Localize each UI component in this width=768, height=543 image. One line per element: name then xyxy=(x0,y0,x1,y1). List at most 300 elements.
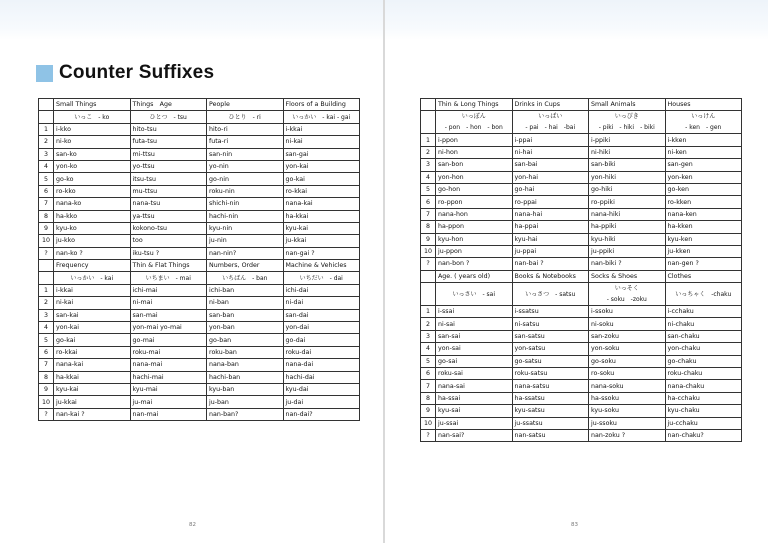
row-number: 8 xyxy=(421,392,436,404)
counter-reading-cell: nana-sai xyxy=(436,380,513,392)
counter-reading-cell: ha-kkai xyxy=(283,210,360,222)
counter-reading-cell: kyu-soku xyxy=(589,405,666,417)
counter-reading-cell: ju-kkai xyxy=(54,396,131,408)
counter-reading-cell: ni-ko xyxy=(54,136,131,148)
table-row xyxy=(421,221,742,233)
row-number: 6 xyxy=(421,196,436,208)
counter-reading-cell: kokono-tsu xyxy=(130,222,207,234)
column-header-label: Floors of a Building xyxy=(285,101,346,108)
counter-reading-cell: roku-nin xyxy=(207,185,284,197)
table-row xyxy=(39,185,360,197)
counter-reading-cell: i-cchaku xyxy=(665,306,742,318)
table-row xyxy=(421,233,742,245)
pronunciation-cell: いちばん - ban xyxy=(207,272,284,284)
counter-reading-cell: san-ban xyxy=(207,309,284,321)
counter-reading-cell: nan-biki ? xyxy=(589,258,666,270)
corner-cell xyxy=(39,111,54,123)
counter-reading-cell: kyu-dai xyxy=(283,383,360,395)
row-number: 7 xyxy=(421,208,436,220)
column-header-label: Clothes xyxy=(667,272,692,280)
column-header-cell xyxy=(207,260,284,272)
title-block xyxy=(36,62,214,84)
left-page xyxy=(38,98,360,421)
counter-reading-cell: kyu-ban xyxy=(207,383,284,395)
pronunciation-cell: ひとり - ri xyxy=(207,111,284,123)
counter-reading-cell: ju-ppon xyxy=(436,245,513,257)
counter-reading-cell: hachi-ban xyxy=(207,371,284,383)
row-number: 1 xyxy=(39,123,54,135)
counter-reading-cell: kyu-kai xyxy=(283,222,360,234)
counter-reading-cell: go-hiki xyxy=(589,183,666,195)
table-row xyxy=(421,134,742,146)
pronunciation-cell: いっそく - soku -zoku xyxy=(589,283,666,306)
pronunciation-cell: ひとつ - tsu xyxy=(130,111,207,123)
counter-reading-cell: yon-hon xyxy=(436,171,513,183)
counter-reading-cell: go-hai xyxy=(512,183,589,195)
row-number: 4 xyxy=(39,322,54,334)
row-number: 9 xyxy=(39,383,54,395)
counter-reading-cell: yon-hai xyxy=(512,171,589,183)
counter-reading-cell: san-biki xyxy=(589,159,666,171)
row-number: 7 xyxy=(39,198,54,210)
column-header-label: People xyxy=(209,101,230,108)
counter-reading-cell: yon-satsu xyxy=(512,343,589,355)
counter-reading-cell: kyu-ko xyxy=(54,222,131,234)
table-row xyxy=(39,334,360,346)
counter-reading-cell: hachi-mai xyxy=(130,371,207,383)
counter-reading-cell: hachi-dai xyxy=(283,371,360,383)
pronunciation-cell: いっぽん - pon - hon - bon xyxy=(436,111,513,134)
counter-reading-cell: go-dai xyxy=(283,334,360,346)
pronunciation-cell: いっかい - kai - gai xyxy=(283,111,360,123)
counter-reading-cell: nana-hai xyxy=(512,208,589,220)
counter-reading-cell: nana-dai xyxy=(283,359,360,371)
counter-reading-cell: go-ko xyxy=(54,173,131,185)
row-number: 1 xyxy=(421,306,436,318)
counter-reading-cell: nan-ko ? xyxy=(54,247,131,259)
pronunciation-cell: いっぱい - pai - hai -bai xyxy=(512,111,589,134)
counter-reading-cell: ju-ssai xyxy=(436,417,513,429)
row-number: 2 xyxy=(39,136,54,148)
counter-reading-cell: yon-sai xyxy=(436,343,513,355)
column-header-cell xyxy=(283,99,360,111)
right-bottom-header-row xyxy=(421,270,742,282)
corner-cell xyxy=(421,99,436,111)
counter-reading-cell: i-ppiki xyxy=(589,134,666,146)
counter-reading-cell: kyu-satsu xyxy=(512,405,589,417)
counter-reading-cell: i-ppon xyxy=(436,134,513,146)
counter-reading-cell: i-ppai xyxy=(512,134,589,146)
counter-reading-cell: san-kai xyxy=(54,309,131,321)
counter-reading-cell: san-gai xyxy=(283,148,360,160)
table-row xyxy=(39,148,360,160)
column-header-cell xyxy=(512,99,589,111)
counter-reading-cell: ju-mai xyxy=(130,396,207,408)
counter-reading-cell: yon-kai xyxy=(283,160,360,172)
counter-reading-cell: nan-chaku? xyxy=(665,429,742,441)
table-row xyxy=(39,136,360,148)
row-number: 5 xyxy=(421,355,436,367)
table-row xyxy=(421,392,742,404)
table-row xyxy=(421,171,742,183)
row-number: ? xyxy=(39,408,54,420)
table-row xyxy=(39,371,360,383)
counter-reading-cell: ju-kkai xyxy=(283,235,360,247)
counter-reading-cell: ju-ssoku xyxy=(589,417,666,429)
counter-reading-cell: roku-satsu xyxy=(512,368,589,380)
page-number-left: 82 xyxy=(189,522,196,528)
counter-reading-cell: san-sai xyxy=(436,330,513,342)
counter-reading-cell: i-kkai xyxy=(54,284,131,296)
table-row xyxy=(39,322,360,334)
counter-reading-cell: ro-ppon xyxy=(436,196,513,208)
corner-cell xyxy=(421,270,436,282)
counter-reading-cell: too xyxy=(130,235,207,247)
table-row xyxy=(39,359,360,371)
counter-reading-cell: ro-ppai xyxy=(512,196,589,208)
column-header-label: Things Age xyxy=(132,101,172,108)
column-header-cell xyxy=(207,99,284,111)
row-number: 3 xyxy=(421,330,436,342)
row-number: 10 xyxy=(421,417,436,429)
row-number: 5 xyxy=(39,334,54,346)
table-row xyxy=(421,318,742,330)
counter-reading-cell: yon-ko xyxy=(54,160,131,172)
counter-reading-cell: roku-ban xyxy=(207,346,284,358)
left-top-pronunciation-row xyxy=(39,111,360,123)
counter-reading-cell: kyu-chaku xyxy=(665,405,742,417)
counter-reading-cell: i-kken xyxy=(665,134,742,146)
row-number: 4 xyxy=(39,160,54,172)
row-number: 6 xyxy=(421,368,436,380)
counter-reading-cell: kyu-kai xyxy=(54,383,131,395)
counter-reading-cell: ro-kko xyxy=(54,185,131,197)
column-header-label: Thin & Flat Things xyxy=(132,262,190,270)
counter-reading-cell: san-satsu xyxy=(512,330,589,342)
pronunciation-cell: いっけん - ken - gen xyxy=(665,111,742,134)
counter-reading-cell: hito-ri xyxy=(207,123,284,135)
counter-reading-cell: ju-cchaku xyxy=(665,417,742,429)
counter-reading-cell: go-sai xyxy=(436,355,513,367)
counter-reading-cell: futa-ri xyxy=(207,136,284,148)
row-number: 3 xyxy=(421,159,436,171)
row-number: 1 xyxy=(39,284,54,296)
row-number: 9 xyxy=(421,405,436,417)
row-number: 2 xyxy=(421,318,436,330)
pronunciation-cell: いっちゃく -chaku xyxy=(665,283,742,306)
row-number: 8 xyxy=(39,371,54,383)
counter-reading-cell: ju-ppai xyxy=(512,245,589,257)
counter-reading-cell: ha-ssai xyxy=(436,392,513,404)
counter-reading-cell: ha-kkai xyxy=(54,371,131,383)
counter-reading-cell: kyu-hon xyxy=(436,233,513,245)
table-row xyxy=(421,343,742,355)
column-header-cell xyxy=(130,99,207,111)
counter-reading-cell: nana-chaku xyxy=(665,380,742,392)
counter-reading-cell: go-satsu xyxy=(512,355,589,367)
counter-reading-cell: mi-ttsu xyxy=(130,148,207,160)
counter-reading-cell: nan-ban? xyxy=(207,408,284,420)
counter-reading-cell: ni-kai xyxy=(54,297,131,309)
column-header-label: Small Things xyxy=(56,101,97,108)
table-row xyxy=(39,210,360,222)
table-row xyxy=(39,222,360,234)
counter-reading-cell: roku-dai xyxy=(283,346,360,358)
table-row xyxy=(39,247,360,259)
counter-reading-cell: i-kko xyxy=(54,123,131,135)
row-number: 4 xyxy=(421,171,436,183)
column-header-label: Drinks in Cups xyxy=(514,101,561,108)
counter-reading-cell: nana-kai xyxy=(54,359,131,371)
table-row xyxy=(421,429,742,441)
column-header-label: Socks & Shoes xyxy=(591,272,638,280)
counter-reading-cell: ro-kkai xyxy=(54,346,131,358)
corner-cell xyxy=(421,283,436,306)
counter-reading-cell: yon-mai yo-mai xyxy=(130,322,207,334)
counter-reading-cell: ro-ppiki xyxy=(589,196,666,208)
counter-reading-cell: kyu-sai xyxy=(436,405,513,417)
counter-table-right xyxy=(420,98,742,442)
table-row xyxy=(421,330,742,342)
table-row xyxy=(421,306,742,318)
row-number: 2 xyxy=(421,146,436,158)
counter-reading-cell: ni-hon xyxy=(436,146,513,158)
counter-reading-cell: ha-ssoku xyxy=(589,392,666,404)
counter-reading-cell: san-chaku xyxy=(665,330,742,342)
counter-reading-cell: go-ban xyxy=(207,334,284,346)
table-row xyxy=(421,258,742,270)
row-number: ? xyxy=(421,429,436,441)
counter-reading-cell: yon-ken xyxy=(665,171,742,183)
corner-cell xyxy=(39,260,54,272)
counter-table-left xyxy=(38,98,360,421)
counter-reading-cell: ni-kai xyxy=(283,136,360,148)
pronunciation-cell: いちまい - mai xyxy=(130,272,207,284)
left-bottom-pronunciation-row xyxy=(39,272,360,284)
counter-reading-cell: ju-kko xyxy=(54,235,131,247)
pronunciation-cell: いっこ - ko xyxy=(54,111,131,123)
counter-reading-cell: nan-gai ? xyxy=(283,247,360,259)
row-number: 3 xyxy=(39,148,54,160)
table-row xyxy=(421,208,742,220)
counter-reading-cell: ju-ppiki xyxy=(589,245,666,257)
counter-reading-cell: san-bai xyxy=(512,159,589,171)
counter-reading-cell: ni-hai xyxy=(512,146,589,158)
column-header-cell xyxy=(589,270,666,282)
counter-reading-cell: nan-dai? xyxy=(283,408,360,420)
counter-reading-cell: shichi-nin xyxy=(207,198,284,210)
page-title: Counter Suffixes xyxy=(59,62,215,83)
column-header-label: Books & Notebooks xyxy=(514,272,576,280)
table-row xyxy=(39,408,360,420)
counter-reading-cell: ju-nin xyxy=(207,235,284,247)
counter-reading-cell: yon-hiki xyxy=(589,171,666,183)
counter-reading-cell: ha-ssatsu xyxy=(512,392,589,404)
table-row xyxy=(421,196,742,208)
counter-reading-cell: nan-kai ? xyxy=(54,408,131,420)
row-number: 5 xyxy=(39,173,54,185)
counter-reading-cell: ni-ban xyxy=(207,297,284,309)
row-number: 3 xyxy=(39,309,54,321)
table-row xyxy=(39,309,360,321)
counter-reading-cell: i-ssai xyxy=(436,306,513,318)
counter-reading-cell: yon-soku xyxy=(589,343,666,355)
column-header-cell xyxy=(436,99,513,111)
column-header-label: Thin & Long Things xyxy=(438,101,499,108)
counter-reading-cell: nan-zoku ? xyxy=(589,429,666,441)
counter-reading-cell: go-chaku xyxy=(665,355,742,367)
counter-reading-cell: san-ko xyxy=(54,148,131,160)
table-row xyxy=(39,173,360,185)
counter-reading-cell: ya-ttsu xyxy=(130,210,207,222)
row-number: 1 xyxy=(421,134,436,146)
counter-reading-cell: roku-mai xyxy=(130,346,207,358)
counter-reading-cell: ha-cchaku xyxy=(665,392,742,404)
column-header-label: Frequency xyxy=(56,262,89,270)
column-header-cell xyxy=(54,99,131,111)
counter-reading-cell: san-nin xyxy=(207,148,284,160)
counter-reading-cell: yon-dai xyxy=(283,322,360,334)
table-row xyxy=(421,405,742,417)
corner-cell xyxy=(39,272,54,284)
counter-reading-cell: ha-ppiki xyxy=(589,221,666,233)
table-row xyxy=(421,183,742,195)
column-header-cell xyxy=(665,99,742,111)
table-row xyxy=(39,297,360,309)
table-row xyxy=(421,245,742,257)
row-number: 8 xyxy=(39,210,54,222)
counter-reading-cell: iku-tsu ? xyxy=(130,247,207,259)
corner-cell xyxy=(39,99,54,111)
counter-reading-cell: yo-nin xyxy=(207,160,284,172)
counter-reading-cell: nana-soku xyxy=(589,380,666,392)
counter-reading-cell: san-mai xyxy=(130,309,207,321)
row-number: 10 xyxy=(39,235,54,247)
counter-reading-cell: ni-soku xyxy=(589,318,666,330)
counter-reading-cell: go-hon xyxy=(436,183,513,195)
counter-reading-cell: ro-kkai xyxy=(283,185,360,197)
counter-reading-cell: ju-kken xyxy=(665,245,742,257)
counter-reading-cell: ni-hiki xyxy=(589,146,666,158)
counter-reading-cell: nana-ban xyxy=(207,359,284,371)
column-header-label: Age. ( years old) xyxy=(438,272,491,280)
right-bottom-pronunciation-row xyxy=(421,283,742,306)
table-row xyxy=(421,380,742,392)
row-number: 2 xyxy=(39,297,54,309)
table-row xyxy=(39,160,360,172)
counter-reading-cell: kyu-nin xyxy=(207,222,284,234)
table-row xyxy=(39,198,360,210)
counter-reading-cell: ichi-ban xyxy=(207,284,284,296)
counter-reading-cell: nana-tsu xyxy=(130,198,207,210)
row-number: ? xyxy=(39,247,54,259)
counter-reading-cell: kyu-hiki xyxy=(589,233,666,245)
counter-reading-cell: nan-satsu xyxy=(512,429,589,441)
column-header-cell xyxy=(436,270,513,282)
table-row xyxy=(421,355,742,367)
counter-reading-cell: nana-kai xyxy=(283,198,360,210)
counter-reading-cell: hito-tsu xyxy=(130,123,207,135)
counter-reading-cell: ni-ken xyxy=(665,146,742,158)
counter-reading-cell: ni-sai xyxy=(436,318,513,330)
table-row xyxy=(39,123,360,135)
row-number: 9 xyxy=(421,233,436,245)
table-row xyxy=(421,368,742,380)
counter-reading-cell: itsu-tsu xyxy=(130,173,207,185)
table-row xyxy=(39,235,360,247)
row-number: 10 xyxy=(39,396,54,408)
counter-reading-cell: roku-chaku xyxy=(665,368,742,380)
counter-reading-cell: hachi-nin xyxy=(207,210,284,222)
counter-reading-cell: roku-sai xyxy=(436,368,513,380)
counter-reading-cell: ni-satsu xyxy=(512,318,589,330)
counter-reading-cell: yon-kai xyxy=(54,322,131,334)
table-row xyxy=(421,159,742,171)
pronunciation-cell: いっぴき - piki - hiki - biki xyxy=(589,111,666,134)
counter-reading-cell: kyu-mai xyxy=(130,383,207,395)
pronunciation-cell: いっかい - kai xyxy=(54,272,131,284)
row-number: 9 xyxy=(39,222,54,234)
row-number: 8 xyxy=(421,221,436,233)
counter-reading-cell: san-bon xyxy=(436,159,513,171)
table-row xyxy=(421,146,742,158)
counter-reading-cell: kyu-hai xyxy=(512,233,589,245)
column-header-cell xyxy=(665,270,742,282)
counter-reading-cell: mu-ttsu xyxy=(130,185,207,197)
counter-reading-cell: nana-satsu xyxy=(512,380,589,392)
counter-reading-cell: nana-ken xyxy=(665,208,742,220)
counter-reading-cell: ha-kko xyxy=(54,210,131,222)
title-square-icon xyxy=(36,65,53,82)
column-header-label: Small Animals xyxy=(591,101,636,108)
counter-reading-cell: yon-ban xyxy=(207,322,284,334)
counter-reading-cell: go-kai xyxy=(54,334,131,346)
table-row xyxy=(39,346,360,358)
counter-reading-cell: ichi-mai xyxy=(130,284,207,296)
counter-reading-cell: go-soku xyxy=(589,355,666,367)
row-number: 7 xyxy=(39,359,54,371)
right-top-pronunciation-row xyxy=(421,111,742,134)
counter-reading-cell: go-mai xyxy=(130,334,207,346)
row-number: 7 xyxy=(421,380,436,392)
counter-reading-cell: ju-ssatsu xyxy=(512,417,589,429)
right-top-header-row xyxy=(421,99,742,111)
row-number: 5 xyxy=(421,183,436,195)
left-top-header-row xyxy=(39,99,360,111)
pronunciation-cell: いっさい - sai xyxy=(436,283,513,306)
table-row xyxy=(39,284,360,296)
counter-reading-cell: nan-nin? xyxy=(207,247,284,259)
counter-reading-cell: go-kai xyxy=(283,173,360,185)
table-row xyxy=(421,417,742,429)
counter-reading-cell: go-ken xyxy=(665,183,742,195)
counter-reading-cell: san-dai xyxy=(283,309,360,321)
row-number: ? xyxy=(421,258,436,270)
row-number: 6 xyxy=(39,185,54,197)
counter-reading-cell: nan-sai? xyxy=(436,429,513,441)
counter-reading-cell: ha-ppon xyxy=(436,221,513,233)
counter-reading-cell: nan-bai ? xyxy=(512,258,589,270)
counter-reading-cell: ichi-dai xyxy=(283,284,360,296)
counter-reading-cell: ro-soku xyxy=(589,368,666,380)
counter-reading-cell: go-nin xyxy=(207,173,284,185)
row-number: 4 xyxy=(421,343,436,355)
counter-reading-cell: nana-hiki xyxy=(589,208,666,220)
counter-reading-cell: ni-mai xyxy=(130,297,207,309)
left-bottom-header-row xyxy=(39,260,360,272)
corner-cell xyxy=(421,111,436,134)
counter-reading-cell: futa-tsu xyxy=(130,136,207,148)
